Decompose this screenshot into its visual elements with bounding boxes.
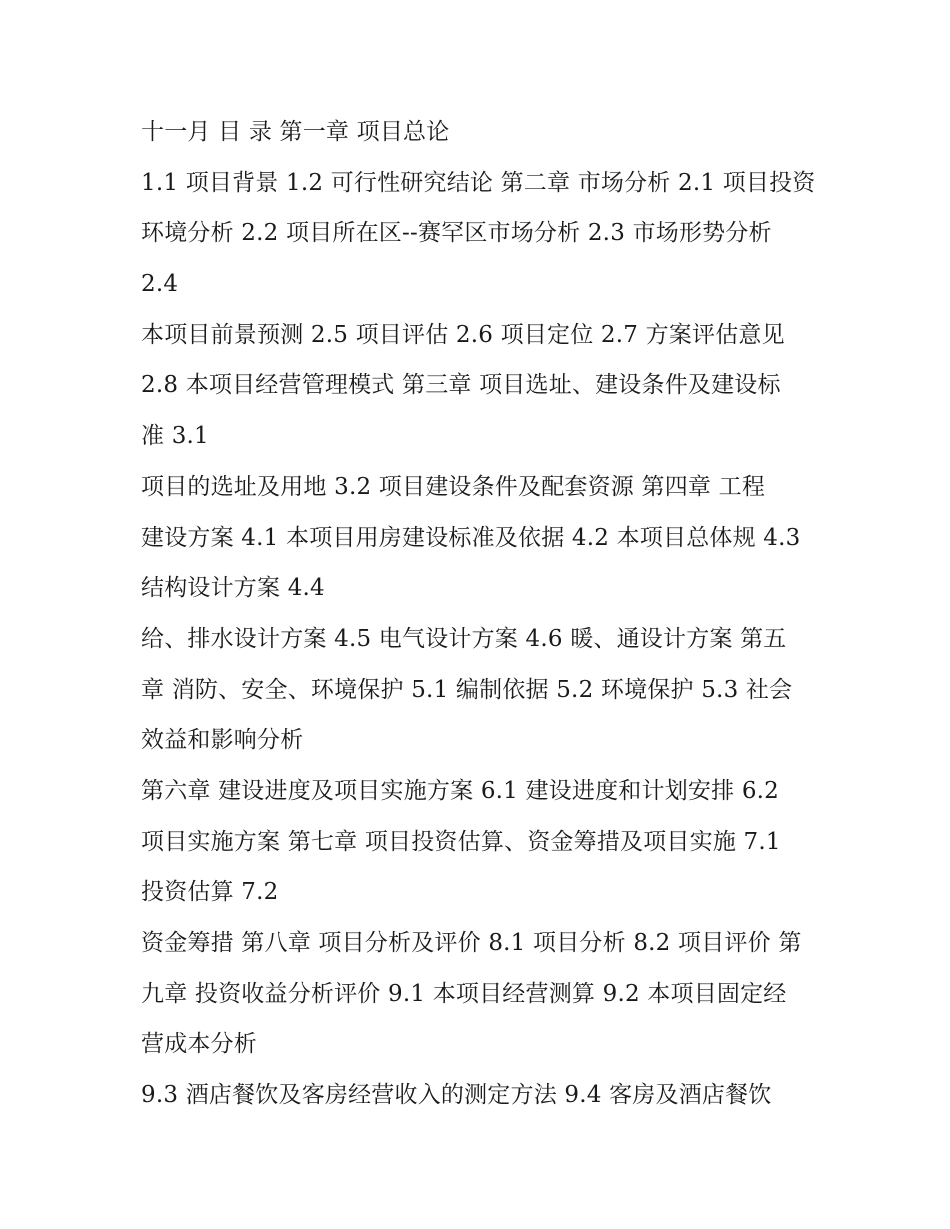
toc-line-4: 2.4 [141,271,179,298]
toc-line-20: 9.3 酒店餐饮及客房经营收入的测定方法 9.4 客房及酒店餐饮 [141,1082,772,1109]
toc-line-11: 给、排水设计方案 4.5 电气设计方案 4.6 暖、通设计方案 第五 [141,625,787,652]
toc-line-7: 准 3.1 [141,423,209,450]
toc-line-19: 营成本分析 [141,1031,257,1058]
toc-line-5: 本项目前景预测 2.5 项目评估 2.6 项目定位 2.7 方案评估意见 [141,321,785,348]
toc-line-16: 投资估算 7.2 [141,879,279,906]
toc-line-17: 资金筹措 第八章 项目分析及评价 8.1 项目分析 8.2 项目评价 第 [141,930,802,956]
toc-line-13: 效益和影响分析 [141,727,304,754]
toc-line-9: 建设方案 4.1 本项目用房建设标准及依据 4.2 本项目总体规 4.3 [141,524,801,551]
toc-line-8: 项目的选址及用地 3.2 项目建设条件及配套资源 第四章 工程 [141,473,766,500]
toc-line-15: 项目实施方案 第七章 项目投资估算、资金筹措及项目实施 7.1 [141,828,781,855]
toc-line-12: 章 消防、安全、环境保护 5.1 编制依据 5.2 环境保护 5.3 社会 [141,676,793,703]
toc-line-6: 2.8 本项目经营管理模式 第三章 项目选址、建设条件及建设标 [141,372,781,399]
toc-line-1: 十一月 目 录 第一章 项目总论 [141,119,450,145]
toc-line-2: 1.1 项目背景 1.2 可行性研究结论 第二章 市场分析 2.1 项目投资 [141,169,816,196]
toc-line-3: 环境分析 2.2 项目所在区--赛罕区市场分析 2.3 市场形势分析 [141,220,772,247]
toc-line-18: 九章 投资收益分析评价 9.1 本项目经营测算 9.2 本项目固定经 [141,980,787,1007]
toc-line-14: 第六章 建设进度及项目实施方案 6.1 建设进度和计划安排 6.2 [141,777,779,804]
toc-line-10: 结构设计方案 4.4 [141,575,325,602]
